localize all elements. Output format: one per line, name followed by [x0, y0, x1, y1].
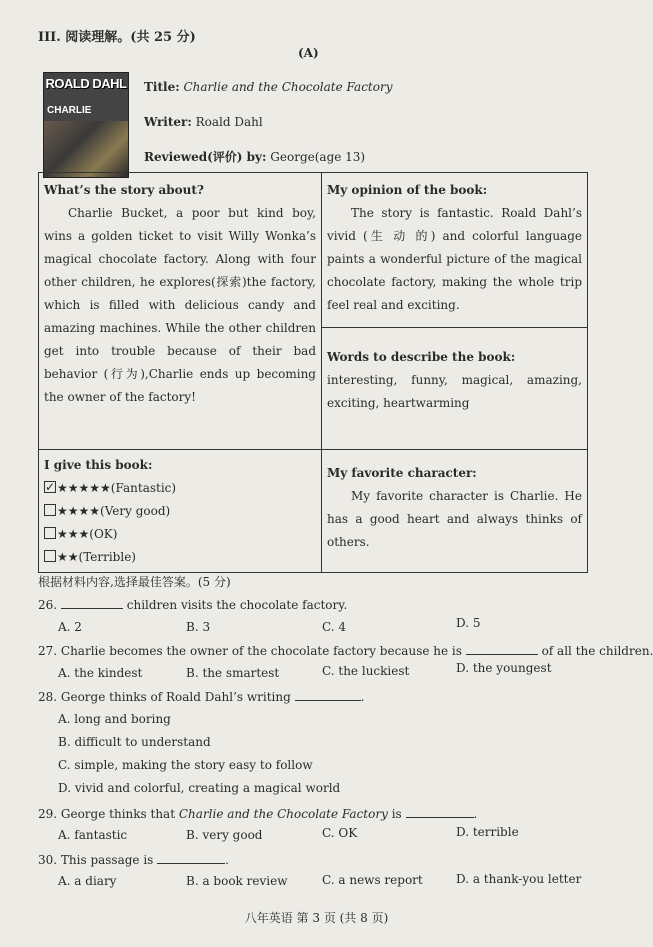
- meta-writer: [144, 115, 263, 129]
- review-table: [38, 172, 588, 573]
- rating-label: (Terrible): [78, 550, 136, 564]
- stars-icon: ★★★: [57, 527, 90, 541]
- opinion-cell: [322, 173, 588, 328]
- rating-cell: [39, 450, 322, 573]
- character-text: My favorite character is Charlie. He has a good heart and always thinks of others.: [327, 489, 582, 549]
- story-text: Charlie Bucket, a poor but kind boy, wins a golden ticket to visit Willy Wonka’s magical chocolate factory. Along with four other children, he explores(探索)the factory, which is filled with delicious candy and amazing machines. While the other children get into trouble because of their bad behavior (行为),Charlie ends up becoming the owner of the factory!: [44, 206, 316, 404]
- title-label: Title:: [144, 80, 180, 94]
- question-text: 28. George thinks of Roald Dahl’s writing: [38, 690, 291, 704]
- stars-icon: ★★★★: [57, 504, 101, 518]
- opinion-text: The story is fantastic. Roald Dahl’s vivid (生 动 的) and colorful language paints a wonderful picture of the magical chocolate factory, making the whole trip feel real and exciting.: [327, 206, 582, 312]
- answer-blank[interactable]: [61, 596, 123, 609]
- q28-option-b[interactable]: B. difficult to understand: [58, 735, 211, 749]
- rating-option-4: [44, 500, 316, 523]
- meta-reviewer: [144, 148, 365, 165]
- q30-option-a[interactable]: A. a diary: [58, 874, 117, 888]
- page-footer: 八年英语 第 3 页 (共 8 页): [244, 911, 389, 925]
- q30-option-d[interactable]: D. a thank-you letter: [456, 872, 582, 886]
- q26-option-b[interactable]: B. 3: [186, 620, 211, 634]
- rating-label: (OK): [89, 527, 118, 541]
- checkbox-icon: [44, 550, 56, 562]
- q27-option-b[interactable]: B. the smartest: [186, 666, 280, 680]
- rating-heading: I give this book:: [44, 458, 153, 472]
- stars-icon: ★★: [57, 550, 79, 564]
- q27-option-a[interactable]: A. the kindest: [58, 666, 143, 680]
- section-title: III. 阅读理解。(共 25 分): [38, 30, 196, 45]
- q26-option-c[interactable]: C. 4: [322, 620, 347, 634]
- words-heading: Words to describe the book:: [327, 350, 516, 364]
- question-text: 27. Charlie becomes the owner of the chocolate factory because he is: [38, 644, 462, 658]
- question-27: [38, 642, 653, 658]
- question-text: 30. This passage is: [38, 853, 154, 867]
- words-text: interesting, funny, magical, amazing, exciting, heartwarming: [327, 373, 582, 410]
- answer-blank[interactable]: [157, 851, 225, 864]
- part-label: (A): [298, 46, 319, 60]
- q28-option-a[interactable]: A. long and boring: [58, 712, 171, 726]
- question-text: .: [225, 853, 229, 867]
- character-cell: [322, 450, 588, 573]
- q28-option-d[interactable]: D. vivid and colorful, creating a magical world: [58, 781, 341, 795]
- rating-label: (Fantastic): [110, 481, 177, 495]
- book-cover-image: [43, 72, 129, 178]
- checkbox-icon: [44, 527, 56, 539]
- q27-option-c[interactable]: C. the luckiest: [322, 664, 410, 678]
- q26-option-d[interactable]: D. 5: [456, 616, 481, 630]
- story-cell: [39, 173, 322, 450]
- stars-icon: ★★★★★: [57, 481, 111, 495]
- writer-label: Writer:: [144, 115, 192, 129]
- question-text: is: [391, 807, 402, 821]
- rating-option-5: [44, 477, 316, 500]
- answer-blank[interactable]: [295, 688, 361, 701]
- checkbox-icon: [44, 504, 56, 516]
- rating-label: (Very good): [100, 504, 171, 518]
- cover-art: [44, 121, 128, 177]
- q30-option-b[interactable]: B. a book review: [186, 874, 288, 888]
- reviewed-value: George(age 13): [270, 150, 366, 164]
- rating-option-3: [44, 523, 316, 546]
- question-29: [38, 805, 477, 821]
- question-text: .: [473, 807, 478, 821]
- q26-option-a[interactable]: A. 2: [58, 620, 82, 634]
- question-text: of all the children.: [541, 644, 653, 658]
- question-number: 26.: [38, 598, 58, 612]
- story-heading: What’s the story about?: [44, 183, 204, 197]
- reviewed-label: Reviewed(评价) by:: [144, 150, 267, 164]
- question-26: [38, 596, 347, 612]
- checked-box-icon: [44, 481, 56, 493]
- opinion-heading: My opinion of the book:: [327, 183, 488, 197]
- question-28: [38, 688, 364, 704]
- title-value: Charlie and the Chocolate Factory: [183, 80, 393, 94]
- question-30: [38, 851, 229, 867]
- character-heading: My favorite character:: [327, 466, 477, 480]
- instructions: 根据材料内容,选择最佳答案。(5 分): [38, 575, 231, 589]
- question-text: children visits the chocolate factory.: [126, 598, 348, 612]
- q29-option-a[interactable]: A. fantastic: [58, 828, 128, 842]
- question-text: 29. George thinks that: [38, 807, 176, 821]
- question-text: .: [360, 690, 365, 704]
- cover-title: CHARLIE: [47, 105, 92, 116]
- q27-option-d[interactable]: D. the youngest: [456, 661, 552, 675]
- q29-option-d[interactable]: D. terrible: [456, 825, 519, 839]
- answer-blank[interactable]: [406, 805, 474, 818]
- q30-option-c[interactable]: C. a news report: [322, 873, 423, 887]
- q28-option-c[interactable]: C. simple, making the story easy to follow: [58, 758, 313, 772]
- q29-option-b[interactable]: B. very good: [186, 828, 263, 842]
- cover-author: ROALD DAHL: [45, 76, 127, 91]
- q29-option-c[interactable]: C. OK: [322, 826, 358, 840]
- meta-title: [144, 80, 392, 94]
- words-cell: [322, 328, 588, 450]
- writer-value: Roald Dahl: [195, 115, 263, 129]
- book-title: Charlie and the Chocolate Factory: [178, 807, 388, 821]
- answer-blank[interactable]: [466, 642, 538, 655]
- rating-option-2: [44, 546, 316, 569]
